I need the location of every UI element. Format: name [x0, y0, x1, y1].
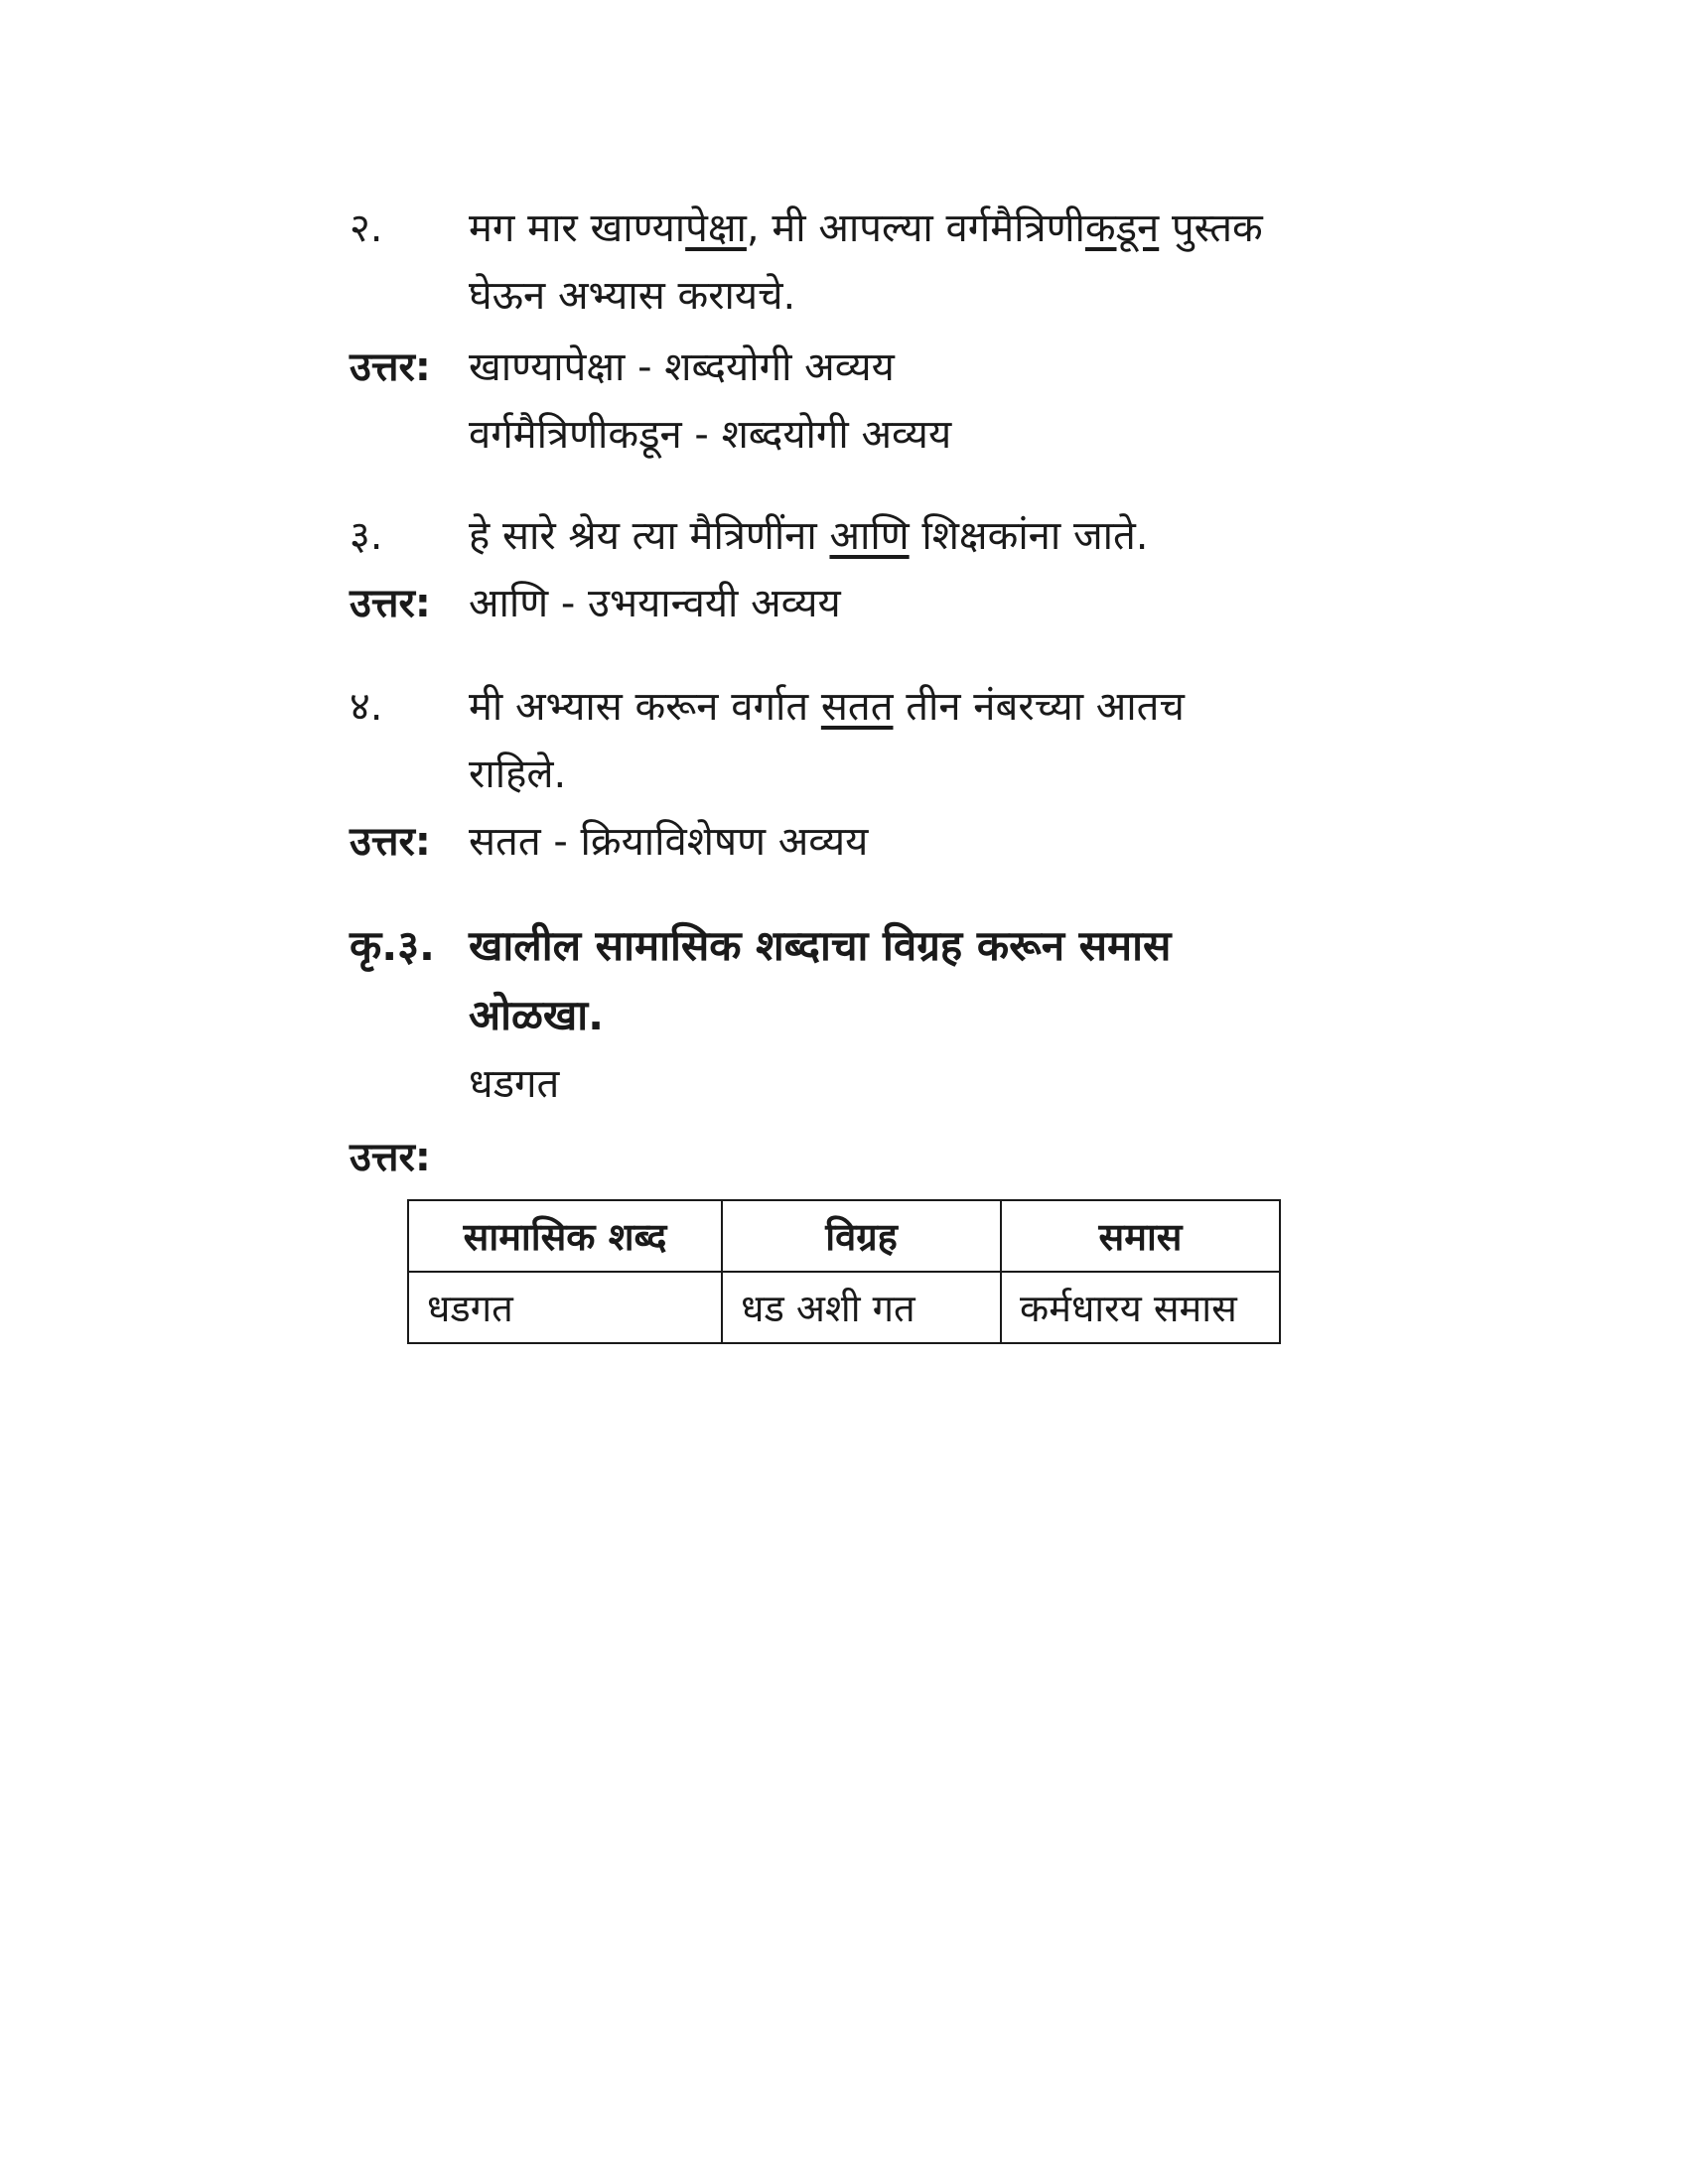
table-row — [408, 1272, 1280, 1343]
question-text-continued: राहिले. — [469, 751, 567, 797]
answer-label: उत्तर: — [350, 1135, 431, 1180]
table-cell: धडगत — [408, 1272, 722, 1343]
question-3 — [350, 502, 1342, 637]
answer-label: उत्तर: — [350, 581, 431, 626]
answer-text: वर्गमैत्रिणीकडून - शब्दयोगी अव्यय — [469, 412, 952, 458]
section-heading: खालील सामासिक शब्दाचा विग्रह करून समास — [469, 921, 1172, 970]
answer-text: सतत - क्रियाविशेषण अव्यय — [469, 819, 869, 865]
table-header: सामासिक शब्द — [408, 1200, 722, 1272]
table-header: समास — [1001, 1200, 1280, 1272]
question-2 — [350, 195, 1342, 469]
question-text-continued: घेऊन अभ्यास करायचे. — [469, 273, 796, 319]
answer-text: खाण्यापेक्षा - शब्दयोगी अव्यय — [469, 344, 895, 390]
table-cell: धड अशी गत — [722, 1272, 1001, 1343]
answer-label: उत्तर: — [350, 819, 431, 865]
table-header-row — [408, 1200, 1280, 1272]
question-4 — [350, 673, 1342, 876]
compound-word: धडगत — [469, 1061, 560, 1107]
answer-text: आणि - उभयान्वयी अव्यय — [469, 581, 841, 626]
question-text: मी अभ्यास करून वर्गात सतत तीन नंबरच्या आतच — [469, 684, 1185, 730]
question-text: मग मार खाण्यापेक्षा, मी आपल्या वर्गमैत्रिणीकडून पुस्तक — [469, 205, 1263, 251]
section-3 — [350, 911, 1342, 1191]
question-text: हे सारे श्रेय त्या मैत्रिणींना आणि शिक्षकांना जाते. — [469, 513, 1149, 559]
section-heading-continued: ओळखा. — [469, 991, 605, 1039]
table-header: विग्रह — [722, 1200, 1001, 1272]
question-number: ३. — [350, 513, 383, 559]
section-number: कृ.३. — [350, 921, 436, 970]
table-cell: कर्मधारय समास — [1001, 1272, 1280, 1343]
answer-label: उत्तर: — [350, 344, 431, 390]
answer-table — [407, 1199, 1281, 1344]
question-number: २. — [350, 205, 383, 251]
question-number: ४. — [350, 684, 383, 730]
